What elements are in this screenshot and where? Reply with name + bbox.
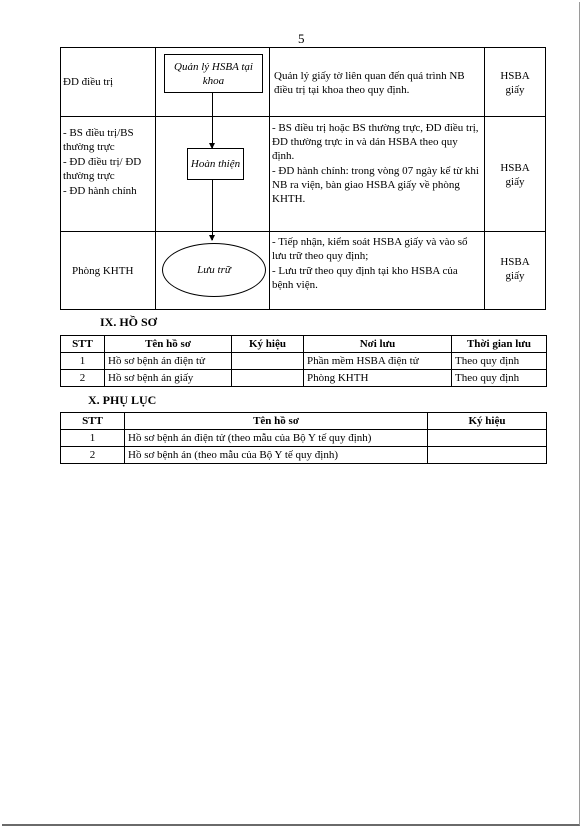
record-cell (490, 161, 540, 189)
rule (545, 47, 546, 310)
section-heading: X. PHỤ LỤC (88, 393, 157, 407)
process-step-label: Lưu trữ (197, 264, 231, 276)
process-step-box (187, 148, 244, 180)
description-cell (272, 121, 481, 207)
record-label: HSBA giấy (500, 70, 530, 96)
rule (484, 47, 485, 310)
actor-cell (63, 126, 153, 199)
table-cell: Hồ sơ bệnh án giấy (105, 370, 232, 387)
actor-line: Phòng KHTH (72, 265, 134, 277)
table-cell: 1 (61, 430, 125, 447)
rule (155, 47, 156, 310)
rule (60, 116, 546, 117)
table-cell: 2 (61, 447, 125, 464)
actor-cell (63, 75, 153, 89)
table-cell: Phòng KHTH (304, 370, 452, 387)
table-cell (232, 353, 304, 370)
process-step-box (164, 54, 263, 93)
record-label: HSBA giấy (500, 256, 530, 282)
flow-arrow (212, 180, 213, 240)
table-cell (428, 430, 547, 447)
process-step-label: Hoàn thiện (190, 158, 241, 170)
actor-line: - ĐD điều trị/ ĐD thường trực (63, 156, 142, 182)
column-header: Ký hiệu (428, 413, 547, 430)
description-text: - Lưu trữ theo quy định tại kho HSBA của bệnh viện. (272, 265, 458, 291)
actor-line: - ĐD hành chính (63, 185, 137, 197)
page-number: 5 (298, 31, 305, 46)
description-cell (272, 235, 481, 293)
table-cell: Hồ sơ bệnh án điện tử (theo mẫu của Bộ Y tế quy định) (125, 430, 428, 447)
process-table (60, 47, 546, 310)
rule (60, 309, 546, 310)
table-cell (428, 447, 547, 464)
process-step-label: Quản lý HSBA tại khoa (174, 60, 253, 87)
flow-arrow (212, 93, 213, 148)
rule (60, 231, 546, 232)
description-text: - ĐD hành chính: trong vòng 07 ngày kể từ khi NB ra viện, bàn giao HSBA giấy về phòng KHTH. (272, 165, 479, 205)
actor-cell (72, 264, 152, 278)
table-cell: Phần mềm HSBA điện tử (304, 353, 452, 370)
table-row (61, 430, 547, 447)
description-text: Quản lý giấy tờ liên quan đến quá trình NB điều trị tại khoa theo quy định. (274, 70, 465, 96)
table-cell: 1 (61, 353, 105, 370)
table-cell: Hồ sơ bệnh án (theo mẫu của Bộ Y tế quy định) (125, 447, 428, 464)
table-cell: Hồ sơ bệnh án điện tử (105, 353, 232, 370)
actor-line: - BS điều trị/BS thường trực (63, 127, 134, 153)
table-header-row (61, 413, 547, 430)
description-text: - BS điều trị hoặc BS thường trực, ĐD điều trị, ĐD thường trực in và dán HSBA theo quy định. (272, 122, 479, 162)
description-cell (274, 69, 481, 97)
column-header: Ký hiệu (232, 336, 304, 353)
table-header-row (61, 336, 547, 353)
column-header: STT (61, 336, 105, 353)
appendix-table (60, 412, 547, 464)
rule (269, 47, 270, 310)
actor-line: ĐD điều trị (63, 76, 114, 88)
table-cell: Theo quy định (452, 370, 547, 387)
rule (60, 47, 61, 310)
section-heading: IX. HỒ SƠ (100, 315, 158, 329)
table-cell (232, 370, 304, 387)
column-header: STT (61, 413, 125, 430)
rule (60, 47, 546, 48)
column-header: Tên hồ sơ (125, 413, 428, 430)
table-row (61, 353, 547, 370)
process-step-ellipse (162, 243, 266, 297)
document-page (2, 2, 580, 826)
column-header: Thời gian lưu (452, 336, 547, 353)
record-label: HSBA giấy (500, 162, 530, 188)
table-row (61, 370, 547, 387)
column-header: Nơi lưu (304, 336, 452, 353)
record-cell (490, 69, 540, 97)
table-row (61, 447, 547, 464)
column-header: Tên hồ sơ (105, 336, 232, 353)
records-table (60, 335, 547, 387)
description-text: - Tiếp nhận, kiểm soát HSBA giấy và vào sổ lưu trữ theo quy định; (272, 236, 468, 262)
table-cell: 2 (61, 370, 105, 387)
table-cell: Theo quy định (452, 353, 547, 370)
record-cell (490, 255, 540, 283)
